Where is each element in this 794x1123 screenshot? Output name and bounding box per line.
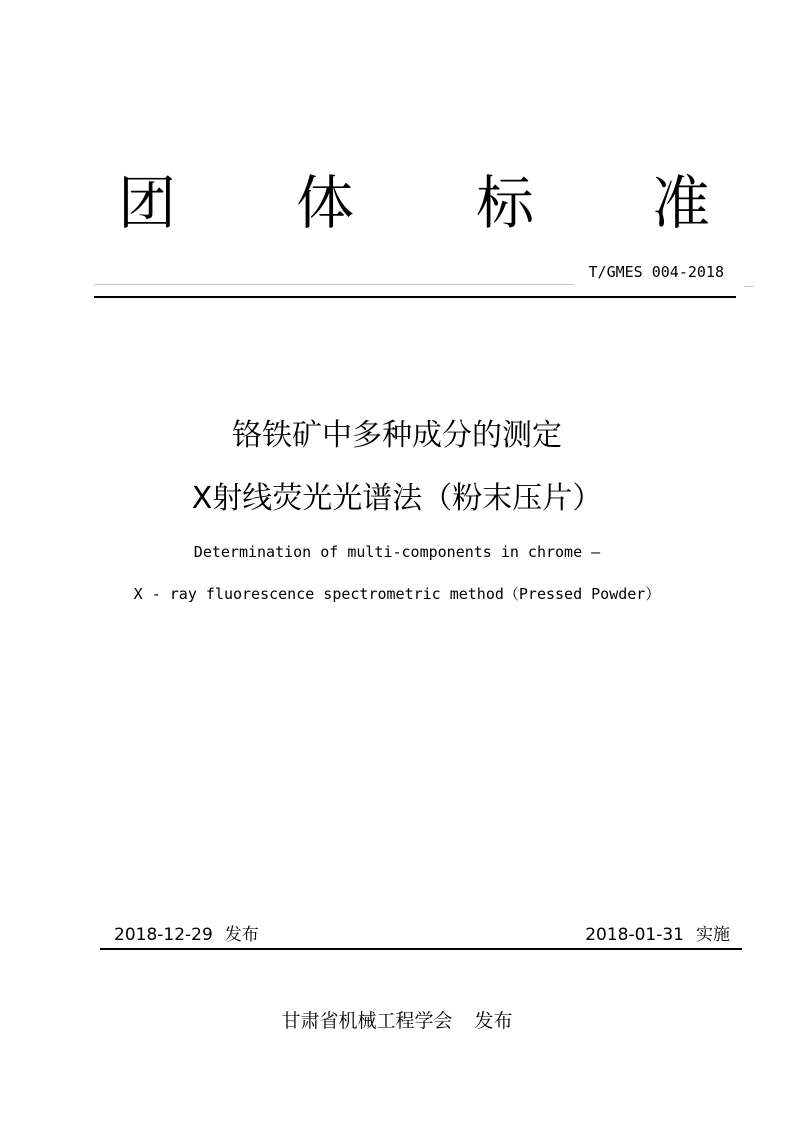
header-divider <box>94 296 736 298</box>
faint-rule-right <box>744 286 754 287</box>
header-title-char-2: 体 <box>296 169 355 237</box>
faint-rule-top <box>94 284 574 285</box>
title-en-line-2: X - ray fluorescence spectrometric method（Pressed Powder） <box>133 585 661 603</box>
footer-divider <box>100 948 742 950</box>
publisher-organization: 甘肃省机械工程学会 <box>281 1010 453 1032</box>
implement-date: 2018-01-31 <box>585 925 684 945</box>
header-title-char-1: 团 <box>118 169 177 237</box>
title-cn-line-2: X射线荧光光谱法（粉末压片） <box>191 481 603 516</box>
publish-label: 发布 <box>224 925 259 945</box>
publisher-line <box>0 1008 794 1034</box>
header-title-char-3: 标 <box>476 169 535 237</box>
publisher-action: 发布 <box>474 1010 513 1032</box>
standard-number: T/GMES 004-2018 <box>588 263 724 281</box>
publish-date: 2018-12-29 <box>114 925 213 945</box>
header-title-char-4: 准 <box>652 169 711 237</box>
publish-date-block <box>114 923 259 947</box>
implement-label: 实施 <box>696 925 730 945</box>
title-en-line-1: Determination of multi-components in chrome — <box>193 543 601 561</box>
title-cn-line-1: 铬铁矿中多种成分的测定 <box>232 418 562 453</box>
implement-date-block <box>585 923 730 947</box>
